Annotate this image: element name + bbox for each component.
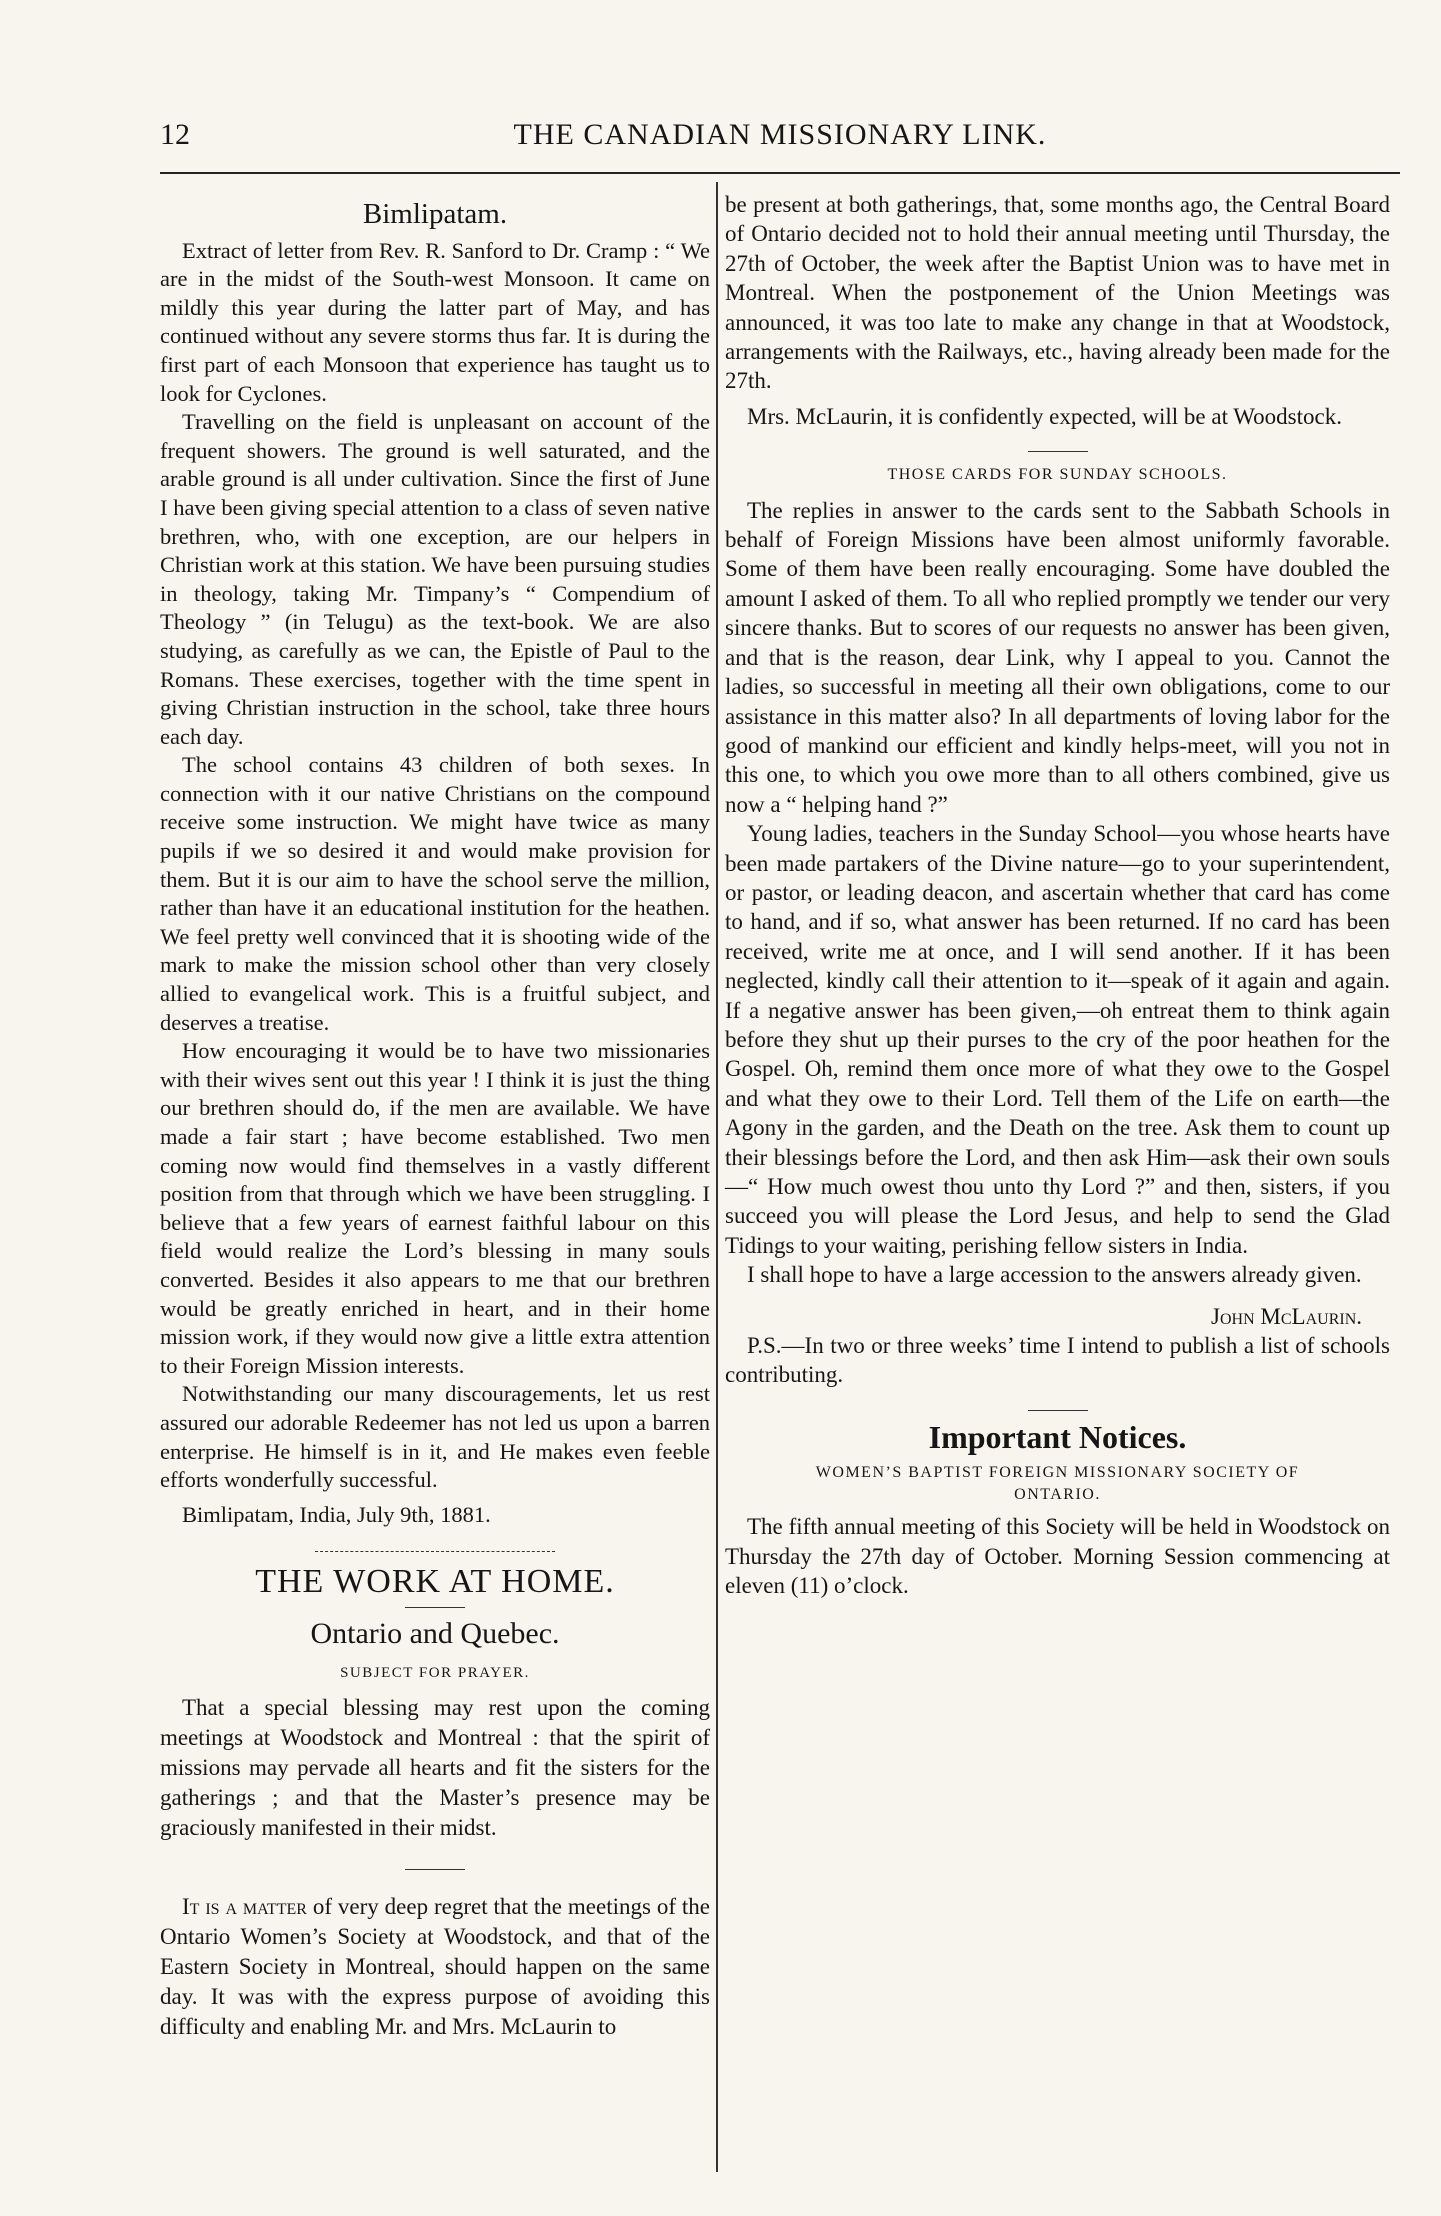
left-column	[160, 190, 710, 2042]
letter-paragraph-3: The school contains 43 children of both sexes. In connection with it our native Christians on the compound receive some instruction. We might have twice as many pupils if we so desired it and would make provision for them. But it is our aim to have the school serve the million, rather than have it an educational institution for the heathen. We feel pretty well convinced that it is shooting wide of the mark to make the mission school other than very closely allied to evangelical work. This is a fruitful subject, and deserves a treatise.	[160, 752, 710, 1035]
column-divider	[716, 182, 718, 2172]
ontario-quebec-heading: Ontario and Quebec.	[310, 1616, 560, 1650]
signature-john-mclaurin: John McLaurin.	[1211, 1303, 1362, 1329]
cards-paragraph-3: I shall hope to have a large accession to the answers already given.	[747, 1262, 1362, 1288]
running-head-title: THE CANADIAN MISSIONARY LINK.	[513, 118, 1047, 151]
regret-lead-words: It is a matter	[182, 1894, 307, 1920]
letter-paragraph-4: How encouraging it would be to have two missionaries with their wives sent out this year ! I think it is just the thing our brethren should do, if the men are available. We have made a fair start ; have become established. Two men coming now would find themselves in a vastly different position from that through which we have been struggling. I believe that a few years of earnest faithful labour on this field would realize the Lord’s blessing in many souls converted. Besides it also appears to me that our brethren would be greatly enriched in heart, and in their home mission work, if they would now give a little extra attention to their Foreign Mission interests.	[160, 1038, 710, 1378]
header-rule	[160, 172, 1400, 174]
letter-paragraph-5: Notwithstanding our many discouragements, let us rest assured our adorable Redeemer has not led us upon a barren enterprise. He himself is in it, and He makes even feeble efforts wonderfully successful.	[160, 1381, 710, 1493]
prayer-subject-heading: SUBJECT FOR PRAYER.	[340, 1664, 530, 1681]
short-divider	[405, 1869, 465, 1870]
regret-text: of very deep regret that the meetings of the Ontario Women’s Society at Woodstock, and that of the Eastern Society in Montreal, should happen on the same day. It was with the express purpose of avoiding this difficulty and enabling Mr. and Mrs. McLaurin to	[160, 1894, 710, 2040]
sunday-school-cards-heading: THOSE CARDS FOR SUNDAY SCHOOLS.	[887, 466, 1228, 484]
right-column	[725, 190, 1390, 1600]
letter-paragraph-1: Extract of letter from Rev. R. Sanford to Dr. Cramp : “ We are in the midst of the South-west Monsoon. It came on mildly this year during the latter part of May, and has continued without any severe storms thus far. It is during the first part of each Monsoon that experience has taught us to look for Cyclones.	[160, 237, 710, 406]
letter-paragraph-2: Travelling on the field is unpleasant on account of the frequent showers. The ground is well saturated, and the arable ground is all under cultivation. Since the first of June I have been giving special attention to a class of seven native brethren, who, with one exception, are our helpers in Christian work at this station. We have been pursuing studies in theology, taking Mr. Timpany’s “ Compendium of Theology ” (in Telugu) as the text-book. We are also studying, as carefully as we can, the Epistle of Paul to the Romans. These exercises, together with the time spent in giving Christian instruction in the school, take three hours each day.	[160, 409, 710, 749]
annual-meeting-notice: The fifth annual meeting of this Society will be held in Woodstock on Thursday the 27th day of October. Morning Session commencing at eleven (11) o’clock.	[725, 1514, 1390, 1599]
short-divider	[405, 1607, 465, 1608]
society-heading: WOMEN’S BAPTIST FOREIGN MISSIONARY SOCIETY OF ONTARIO.	[815, 1464, 1300, 1504]
work-at-home-heading: THE WORK AT HOME.	[255, 1563, 615, 1601]
short-divider	[1028, 1410, 1088, 1411]
important-notices-heading: Important Notices.	[928, 1418, 1187, 1455]
continued-paragraph: be present at both gatherings, that, some months ago, the Central Board of Ontario decided not to hold their annual meeting until Thursday, the 27th of October, the week after the Baptist Union was to have met in Montreal. When the postponement of the Union Meetings was announced, it was too late to make any change in that at Woodstock, arrangements with the Railways, etc., having already been made for the 27th.	[725, 192, 1390, 394]
regret-paragraph	[160, 1892, 710, 2042]
page-number: 12	[160, 118, 190, 151]
cards-paragraph-1: The replies in answer to the cards sent to the Sabbath Schools in behalf of Foreign Missions have been almost uniformly favorable. Some of them have been really encouraging. Some have doubled the amount I asked of them. To all who replied promptly we tender our very sincere thanks. But to scores of our requests no answer has been given, and that is the reason, dear Link, why I appeal to you. Cannot the ladies, so successful in meeting all their own obligations, come to our assistance in this matter also? In all departments of loving labor for the good of mankind our efficient and kindly helps-meet, will you not in this one, to which you owe more than to all others combined, give us now a “ helping hand ?”	[725, 497, 1390, 817]
short-divider	[1028, 451, 1088, 452]
cards-paragraph-2: Young ladies, teachers in the Sunday School—you whose hearts have been made partakers of the Divine nature—go to your superintendent, or pastor, or leading deacon, and ascertain whether that card has come to hand, and if so, what answer has been returned. If no card has been received, write me at once, and I will send another. If it has been neglected, kindly call their attention to it—speak of it again and again. If a negative answer has been given,—oh entreat them to think again before they shut up their purses to the cry of the poor heathen for the Gospel. Oh, remind them once more of what they owe to the Gospel and what they owe to their Lord. Tell them of the Life on earth—the Agony in the garden, and the Death on the tree. Ask them to count up their blessings before the Lord, and then ask Him—ask their own souls—“ How much owest thou unto thy Lord ?” and then, sisters, if you succeed you will please the Lord Jesus, and help to send the Glad Tidings to your waiting, perishing fellow sisters in India.	[725, 821, 1390, 1258]
mclaurin-paragraph: Mrs. McLaurin, it is confidently expected, will be at Woodstock.	[747, 403, 1342, 429]
postscript-paragraph: P.S.—In two or three weeks’ time I intend to publish a list of schools contributing.	[725, 1333, 1390, 1388]
prayer-paragraph: That a special blessing may rest upon the coming meetings at Woodstock and Montreal : that the spirit of missions may pervade all hearts and fit the sisters for the gatherings ; and that the Master’s presence may be graciously manifested in their midst.	[160, 1695, 710, 1841]
ornament-divider	[315, 1551, 555, 1552]
letter-dateline: Bimlipatam, India, July 9th, 1881.	[182, 1501, 491, 1527]
bimlipatam-heading: Bimlipatam.	[362, 198, 508, 230]
